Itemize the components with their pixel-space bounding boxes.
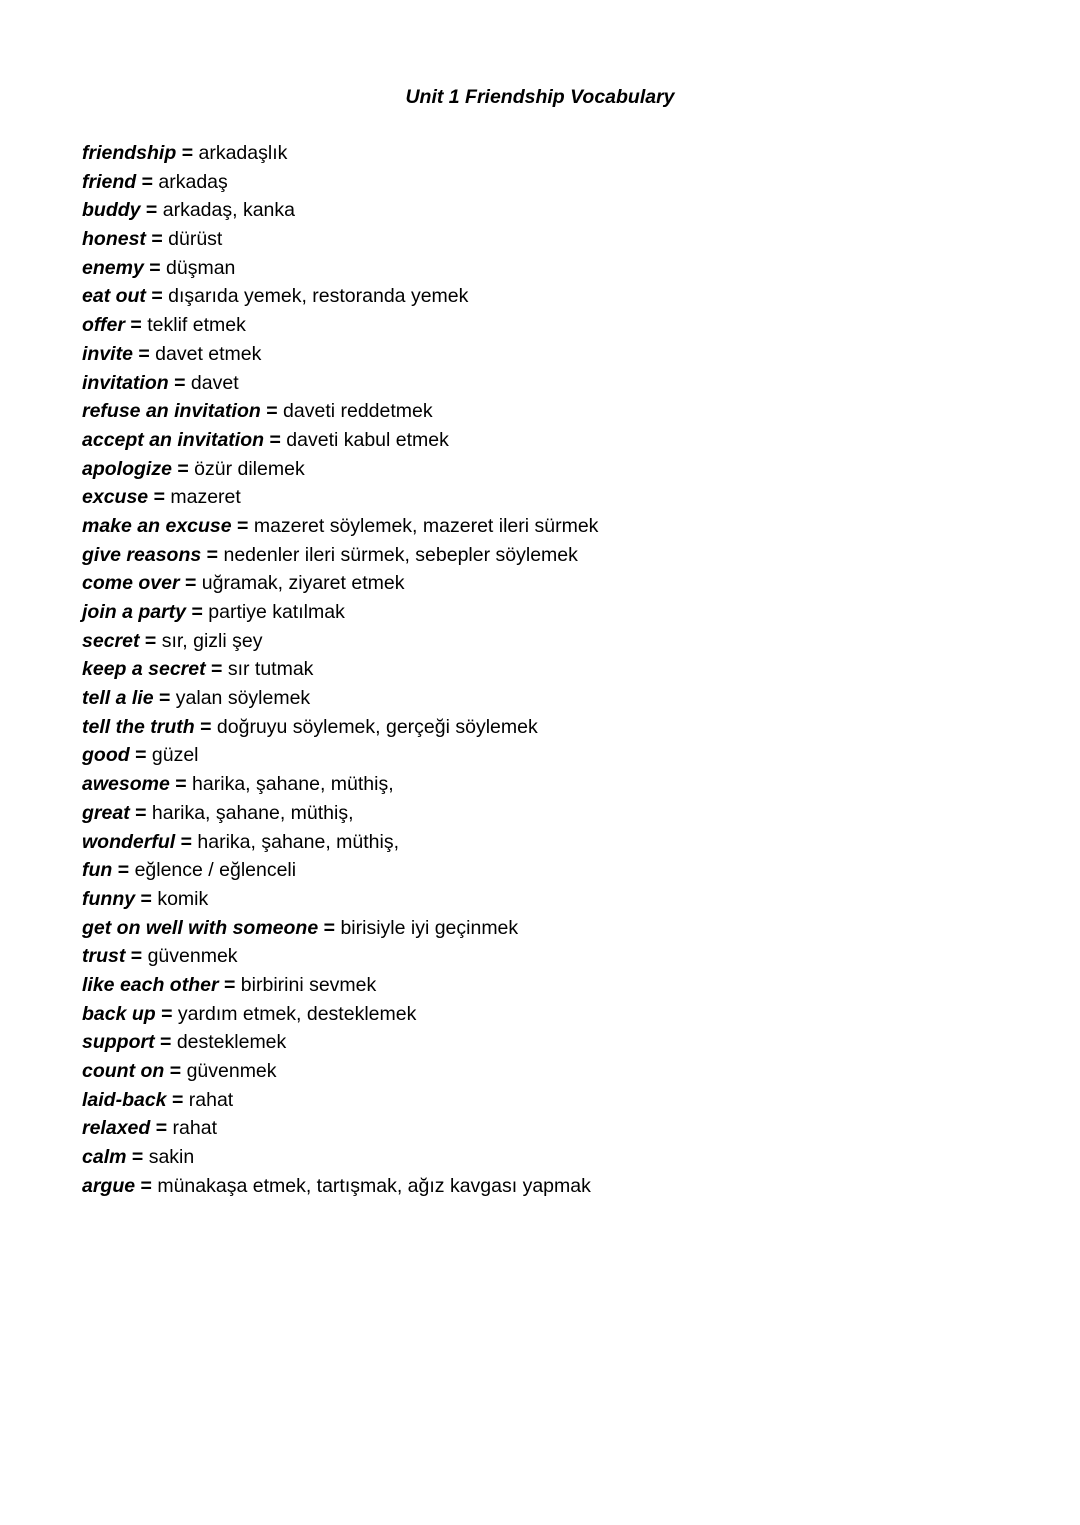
vocab-entry (82, 397, 598, 426)
vocab-meaning: davet (190, 371, 239, 394)
page-title: Unit 1 Friendship Vocabulary (405, 86, 675, 108)
equals-separator: = (135, 801, 147, 824)
vocab-entry (82, 1057, 598, 1086)
vocab-meaning: harika, şahane, müthiş, (151, 801, 354, 824)
vocab-meaning: eğlence / eğlenceli (134, 859, 297, 882)
vocab-term: get on well with someone (82, 916, 319, 939)
vocab-meaning: mazeret söylemek, mazeret ileri sürmek (253, 514, 599, 537)
vocab-entry (82, 684, 598, 713)
vocab-meaning: harika, şahane, müthiş, (192, 773, 394, 796)
vocab-entry (82, 282, 598, 311)
vocab-term: invite (82, 342, 133, 365)
equals-separator: = (158, 687, 171, 710)
vocab-term: invitation (82, 371, 169, 394)
vocab-term: laid-back (82, 1088, 167, 1111)
vocab-entry (82, 856, 598, 885)
vocab-entry (82, 799, 598, 828)
vocab-meaning: yalan söylemek (175, 687, 311, 710)
vocab-entry (82, 1172, 598, 1201)
equals-separator: = (266, 400, 278, 423)
vocab-meaning: dışarıda yemek, restoranda yemek (168, 285, 469, 308)
vocab-meaning: mazeret (170, 486, 241, 509)
equals-separator: = (323, 916, 336, 939)
equals-separator: = (130, 945, 143, 968)
vocab-entry (82, 311, 598, 340)
equals-separator: = (200, 715, 212, 738)
vocab-meaning: doğruyu söylemek, gerçeği söylemek (216, 715, 538, 738)
equals-separator: = (223, 973, 236, 996)
vocab-term: good (82, 744, 130, 767)
equals-separator: = (145, 199, 158, 222)
vocab-meaning: arkadaş, kanka (162, 199, 295, 222)
equals-separator: = (155, 1117, 168, 1140)
vocab-meaning: sakin (148, 1146, 195, 1169)
vocab-meaning: sır, gizli şey (161, 629, 263, 652)
vocab-meaning: sır tutmak (227, 658, 314, 681)
vocab-meaning: arkadaşlık (198, 142, 288, 164)
equals-separator: = (144, 629, 157, 652)
vocab-meaning: birbirini sevmek (240, 973, 377, 996)
vocab-entry (82, 971, 598, 1000)
vocab-term: support (82, 1031, 155, 1054)
vocab-term: enemy (82, 256, 144, 279)
vocab-term: fun (82, 859, 113, 882)
vocab-meaning: yardım etmek, desteklemek (177, 1002, 417, 1025)
equals-separator: = (181, 142, 194, 164)
vocab-term: tell a lie (82, 687, 154, 710)
vocab-term: back up (82, 1002, 156, 1025)
vocab-term: awesome (82, 773, 170, 796)
vocab-meaning: dürüst (168, 228, 223, 251)
equals-separator: = (169, 1060, 182, 1082)
equals-separator: = (180, 830, 192, 853)
vocab-entry (82, 426, 598, 455)
vocab-term: buddy (82, 199, 141, 222)
vocab-entry (82, 655, 598, 684)
vocab-meaning: teklif etmek (147, 314, 246, 337)
equals-separator: = (211, 658, 223, 681)
vocab-entry (82, 1143, 598, 1172)
equals-separator: = (117, 859, 130, 882)
equals-separator: = (131, 1146, 144, 1169)
vocab-term: great (82, 801, 130, 824)
equals-separator: = (160, 1031, 172, 1054)
vocab-entry (82, 254, 598, 283)
vocab-meaning: nedenler ileri sürmek, sebepler söylemek (223, 543, 578, 566)
vocab-entry (82, 1000, 598, 1029)
equals-separator: = (161, 1002, 173, 1025)
vocab-term: give reasons (82, 543, 202, 566)
vocab-entry (82, 541, 598, 570)
vocab-entry (82, 914, 598, 943)
vocab-entry (82, 713, 598, 742)
vocab-entry (82, 196, 598, 225)
vocab-entry (82, 512, 598, 541)
equals-separator: = (141, 170, 153, 193)
vocab-meaning: rahat (172, 1117, 217, 1140)
equals-separator: = (175, 773, 187, 796)
vocab-entry (82, 741, 598, 770)
equals-separator: = (269, 428, 281, 451)
vocab-meaning: partiye katılmak (208, 601, 345, 623)
vocab-term: argue (82, 1174, 136, 1197)
equals-separator: = (135, 744, 147, 767)
vocab-entry (82, 1114, 598, 1143)
equals-separator: = (153, 486, 165, 509)
vocab-meaning: arkadaş (158, 170, 228, 193)
vocab-term: offer (82, 314, 125, 337)
vocab-meaning: harika, şahane, müthiş, (197, 830, 400, 853)
vocab-meaning: davet etmek (155, 342, 262, 365)
vocab-meaning: güvenmek (147, 945, 238, 968)
vocab-entry (82, 770, 598, 799)
vocab-term: tell the truth (82, 715, 195, 738)
vocab-term: secret (82, 629, 140, 652)
vocab-entry (82, 168, 598, 197)
equals-separator: = (237, 514, 249, 537)
vocab-entry (82, 828, 598, 857)
vocab-term: funny (82, 887, 136, 910)
vocab-entry (82, 455, 598, 484)
vocab-entry (82, 1028, 598, 1057)
vocab-term: eat out (82, 285, 146, 308)
equals-separator: = (206, 543, 219, 566)
vocab-meaning: özür dilemek (194, 457, 305, 480)
equals-separator: = (130, 314, 142, 337)
vocabulary-list (82, 139, 598, 1200)
vocab-term: make an excuse (82, 514, 232, 537)
vocab-meaning: güzel (151, 744, 199, 767)
vocab-meaning: komik (157, 887, 209, 910)
vocab-meaning: güvenmek (186, 1060, 277, 1082)
equals-separator: = (140, 1174, 152, 1197)
vocab-entry (82, 942, 598, 971)
vocab-entry (82, 1086, 598, 1115)
equals-separator: = (177, 457, 189, 480)
vocab-term: keep a secret (82, 658, 206, 681)
vocab-term: count on (82, 1060, 165, 1082)
vocab-term: like each other (82, 973, 219, 996)
vocab-entry (82, 483, 598, 512)
vocab-meaning: rahat (188, 1088, 234, 1111)
vocab-term: honest (82, 228, 146, 251)
vocab-term: accept an invitation (82, 428, 265, 451)
vocab-term: calm (82, 1146, 127, 1169)
vocab-meaning: desteklemek (176, 1031, 287, 1054)
vocab-term: apologize (82, 457, 172, 480)
vocab-entry (82, 225, 598, 254)
vocab-meaning: uğramak, ziyaret etmek (201, 572, 405, 595)
equals-separator: = (151, 285, 163, 308)
vocab-entry (82, 885, 598, 914)
vocab-term: friend (82, 170, 137, 193)
equals-separator: = (184, 572, 197, 595)
vocab-entry (82, 369, 598, 398)
equals-separator: = (151, 228, 163, 251)
vocab-term: wonderful (82, 830, 176, 853)
equals-separator: = (171, 1088, 184, 1111)
vocab-entry (82, 340, 598, 369)
vocab-entry (82, 627, 598, 656)
vocab-meaning: daveti kabul etmek (286, 428, 449, 451)
vocab-entry (82, 139, 598, 168)
vocab-term: trust (82, 945, 126, 968)
vocab-term: refuse an invitation (82, 400, 261, 423)
vocab-term: friendship (82, 142, 177, 164)
vocab-meaning: münakaşa etmek, tartışmak, ağız kavgası yapmak (157, 1174, 591, 1197)
vocab-term: join a party (82, 601, 187, 623)
vocab-meaning: birisiyle iyi geçinmek (340, 916, 519, 939)
vocab-meaning: düşman (166, 256, 236, 279)
equals-separator: = (140, 887, 152, 910)
vocab-term: excuse (82, 486, 149, 509)
equals-separator: = (174, 371, 186, 394)
vocab-entry (82, 569, 598, 598)
equals-separator: = (138, 342, 150, 365)
vocab-meaning: daveti reddetmek (283, 400, 433, 423)
equals-separator: = (191, 601, 203, 623)
vocab-term: come over (82, 572, 180, 595)
vocab-term: relaxed (82, 1117, 151, 1140)
equals-separator: = (149, 256, 161, 279)
vocab-entry (82, 598, 598, 627)
